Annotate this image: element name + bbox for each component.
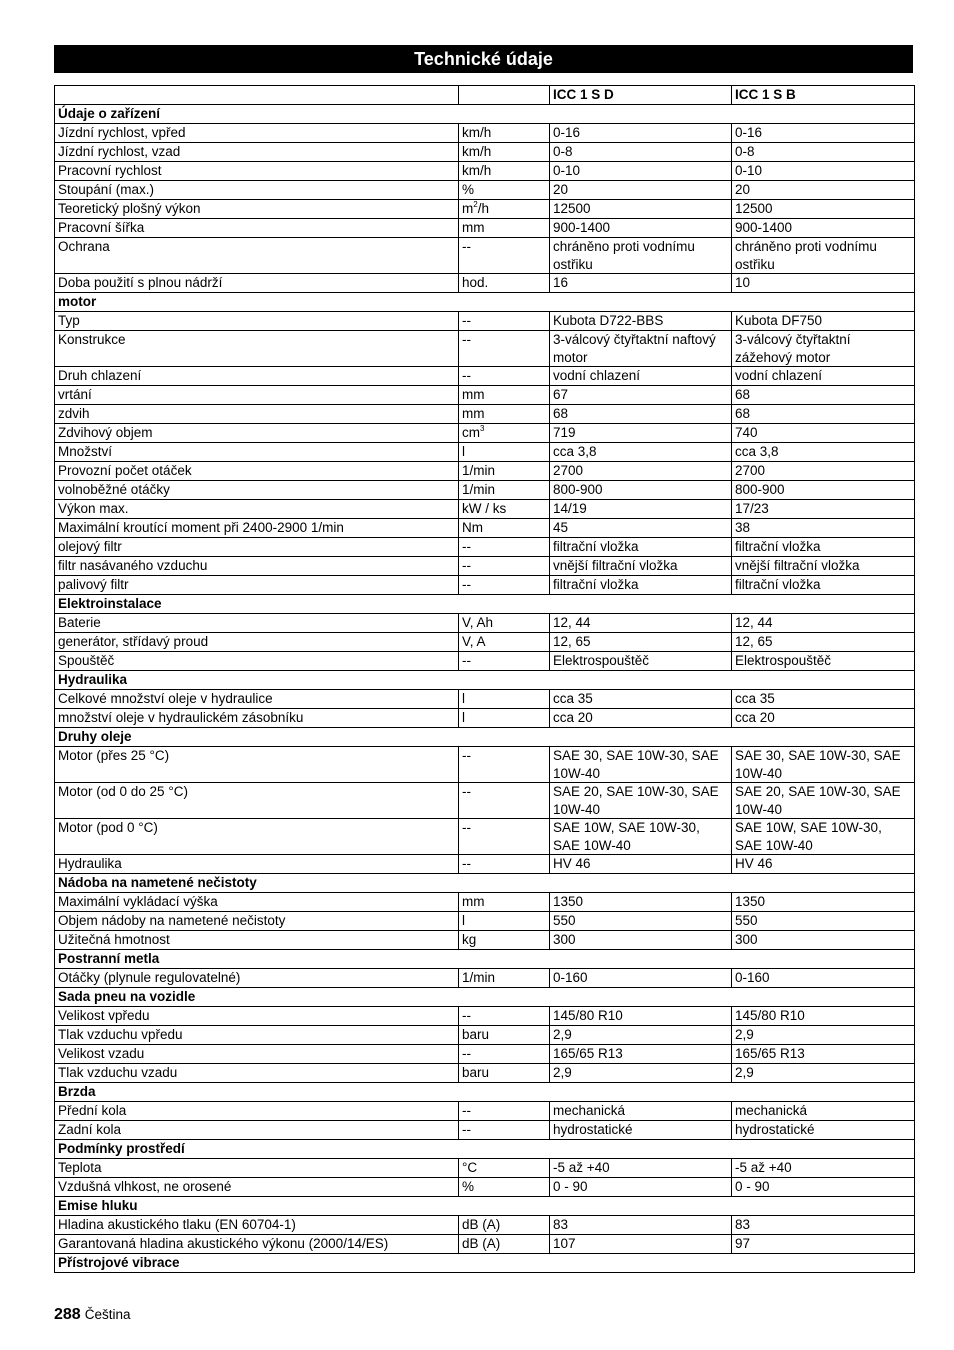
unit-cell: 1/min: [459, 481, 550, 500]
unit-cell: %: [459, 181, 550, 200]
value-cell-model-d: 16: [550, 274, 732, 293]
parameter-cell: vrtání: [55, 386, 459, 405]
value-cell-model-b: mechanická: [732, 1102, 915, 1121]
value-cell-model-b: 2,9: [732, 1064, 915, 1083]
parameter-cell: Zadní kola: [55, 1121, 459, 1140]
value-cell-model-b: Elektrospouštěč: [732, 652, 915, 671]
value-cell-model-d: 67: [550, 386, 732, 405]
value-cell-model-d: -5 až +40: [550, 1159, 732, 1178]
table-row: [55, 386, 915, 405]
parameter-cell: Baterie: [55, 614, 459, 633]
value-cell-model-b: vodní chlazení: [732, 367, 915, 386]
section-row: [55, 1083, 915, 1102]
value-cell-model-b: 10: [732, 274, 915, 293]
table-row: [55, 614, 915, 633]
parameter-cell: Motor (přes 25 °C): [55, 747, 459, 783]
section-heading: Přístrojové vibrace: [55, 1254, 915, 1273]
table-row: [55, 424, 915, 443]
table-row: [55, 819, 915, 855]
unit-cell: --: [459, 238, 550, 274]
table-row: [55, 219, 915, 238]
value-cell-model-b: 12, 44: [732, 614, 915, 633]
parameter-cell: Objem nádoby na nametené nečistoty: [55, 912, 459, 931]
unit-cell: baru: [459, 1026, 550, 1045]
parameter-cell: Tlak vzduchu vzadu: [55, 1064, 459, 1083]
parameter-cell: Pracovní rychlost: [55, 162, 459, 181]
value-cell-model-b: 97: [732, 1235, 915, 1254]
table-body: [55, 86, 915, 1273]
page-footer: [54, 1306, 130, 1324]
unit-cell: --: [459, 331, 550, 367]
value-cell-model-b: 300: [732, 931, 915, 950]
parameter-cell: volnoběžné otáčky: [55, 481, 459, 500]
value-cell-model-b: 2,9: [732, 1026, 915, 1045]
table-row: [55, 709, 915, 728]
value-cell-model-b: 0-8: [732, 143, 915, 162]
value-cell-model-d: 145/80 R10: [550, 1007, 732, 1026]
section-row: [55, 1140, 915, 1159]
value-cell-model-b: chráněno proti vodnímu ostřiku: [732, 238, 915, 274]
section-row: [55, 1197, 915, 1216]
table-row: [55, 143, 915, 162]
parameter-cell: Zdvihový objem: [55, 424, 459, 443]
table-row: [55, 557, 915, 576]
value-cell-model-b: 38: [732, 519, 915, 538]
section-heading: Elektroinstalace: [55, 595, 915, 614]
section-row: [55, 728, 915, 747]
parameter-cell: Provozní počet otáček: [55, 462, 459, 481]
value-cell-model-d: 719: [550, 424, 732, 443]
parameter-cell: Vzdušná vlhkost, ne orosené: [55, 1178, 459, 1197]
parameter-cell: Typ: [55, 312, 459, 331]
value-cell-model-d: 12, 44: [550, 614, 732, 633]
table-row: [55, 500, 915, 519]
unit-cell: V, A: [459, 633, 550, 652]
section-heading: motor: [55, 293, 915, 312]
value-cell-model-d: 2700: [550, 462, 732, 481]
parameter-cell: Výkon max.: [55, 500, 459, 519]
value-cell-model-b: 900-1400: [732, 219, 915, 238]
table-row: [55, 200, 915, 219]
page-number: 288: [54, 1306, 81, 1323]
table-row: [55, 893, 915, 912]
value-cell-model-d: filtrační vložka: [550, 538, 732, 557]
unit-cell: l: [459, 709, 550, 728]
value-cell-model-b: 17/23: [732, 500, 915, 519]
unit-cell: 1/min: [459, 462, 550, 481]
value-cell-model-b: 12500: [732, 200, 915, 219]
section-heading: Postranní metla: [55, 950, 915, 969]
section-heading: Brzda: [55, 1083, 915, 1102]
value-cell-model-b: 0-160: [732, 969, 915, 988]
value-cell-model-d: vnější filtrační vložka: [550, 557, 732, 576]
value-cell-model-b: 165/65 R13: [732, 1045, 915, 1064]
unit-cell: mm: [459, 405, 550, 424]
table-row: [55, 576, 915, 595]
section-row: [55, 874, 915, 893]
value-cell-model-d: SAE 30, SAE 10W-30, SAE 10W-40: [550, 747, 732, 783]
unit-cell: °C: [459, 1159, 550, 1178]
value-cell-model-b: SAE 30, SAE 10W-30, SAE 10W-40: [732, 747, 915, 783]
unit-cell: 1/min: [459, 969, 550, 988]
unit-cell: hod.: [459, 274, 550, 293]
table-row: [55, 969, 915, 988]
value-cell-model-b: Kubota DF750: [732, 312, 915, 331]
value-cell-model-b: 800-900: [732, 481, 915, 500]
value-cell-model-d: SAE 20, SAE 10W-30, SAE 10W-40: [550, 783, 732, 819]
table-row: [55, 1235, 915, 1254]
parameter-cell: Teplota: [55, 1159, 459, 1178]
section-row: [55, 595, 915, 614]
value-cell-model-b: 83: [732, 1216, 915, 1235]
table-row: [55, 1159, 915, 1178]
parameter-cell: Konstrukce: [55, 331, 459, 367]
value-cell-model-d: 2,9: [550, 1064, 732, 1083]
value-cell-model-d: 83: [550, 1216, 732, 1235]
unit-cell: l: [459, 690, 550, 709]
table-row: [55, 274, 915, 293]
table-row: [55, 443, 915, 462]
section-heading: Nádoba na nametené nečistoty: [55, 874, 915, 893]
section-row: [55, 105, 915, 124]
value-cell-model-d: 1350: [550, 893, 732, 912]
unit-cell: baru: [459, 1064, 550, 1083]
value-cell-model-d: 0-8: [550, 143, 732, 162]
value-cell-model-d: 0 - 90: [550, 1178, 732, 1197]
value-cell-model-b: 68: [732, 386, 915, 405]
unit-cell: --: [459, 747, 550, 783]
page-title: Technické údaje: [54, 45, 913, 73]
unit-cell: mm: [459, 219, 550, 238]
parameter-cell: množství oleje v hydraulickém zásobníku: [55, 709, 459, 728]
value-cell-model-b: cca 35: [732, 690, 915, 709]
table-row: [55, 855, 915, 874]
table-row: [55, 124, 915, 143]
section-row: [55, 671, 915, 690]
parameter-cell: Množství: [55, 443, 459, 462]
unit-cell: --: [459, 367, 550, 386]
unit-cell: km/h: [459, 124, 550, 143]
unit-cell: l: [459, 912, 550, 931]
table-row: [55, 538, 915, 557]
unit-cell: mm: [459, 893, 550, 912]
table-row: [55, 912, 915, 931]
value-cell-model-d: 800-900: [550, 481, 732, 500]
value-cell-model-d: 0-10: [550, 162, 732, 181]
parameter-cell: Pracovní šířka: [55, 219, 459, 238]
unit-cell: --: [459, 1007, 550, 1026]
parameter-cell: Velikost vzadu: [55, 1045, 459, 1064]
unit-cell: Nm: [459, 519, 550, 538]
value-cell-model-d: mechanická: [550, 1102, 732, 1121]
value-cell-model-d: 45: [550, 519, 732, 538]
value-cell-model-b: -5 až +40: [732, 1159, 915, 1178]
value-cell-model-b: hydrostatické: [732, 1121, 915, 1140]
section-heading: Emise hluku: [55, 1197, 915, 1216]
value-cell-model-d: 12500: [550, 200, 732, 219]
table-row: [55, 481, 915, 500]
table-row: [55, 690, 915, 709]
parameter-cell: Stoupání (max.): [55, 181, 459, 200]
parameter-cell: Hladina akustického tlaku (EN 60704-1): [55, 1216, 459, 1235]
parameter-cell: Jízdní rychlost, vzad: [55, 143, 459, 162]
header-cell-model-d: ICC 1 S D: [550, 86, 732, 105]
parameter-cell: Ochrana: [55, 238, 459, 274]
unit-cell: %: [459, 1178, 550, 1197]
unit-cell: --: [459, 855, 550, 874]
value-cell-model-b: 12, 65: [732, 633, 915, 652]
value-cell-model-d: 68: [550, 405, 732, 424]
unit-cell: mm: [459, 386, 550, 405]
value-cell-model-b: filtrační vložka: [732, 576, 915, 595]
table-row: [55, 1216, 915, 1235]
parameter-cell: Motor (pod 0 °C): [55, 819, 459, 855]
value-cell-model-b: 0 - 90: [732, 1178, 915, 1197]
parameter-cell: filtr nasávaného vzduchu: [55, 557, 459, 576]
value-cell-model-d: 900-1400: [550, 219, 732, 238]
section-row: [55, 950, 915, 969]
parameter-cell: Velikost vpředu: [55, 1007, 459, 1026]
table-row: [55, 1007, 915, 1026]
unit-cell: l: [459, 443, 550, 462]
table-row: [55, 1178, 915, 1197]
table-row: [55, 162, 915, 181]
value-cell-model-d: vodní chlazení: [550, 367, 732, 386]
value-cell-model-b: 3-válcový čtyřtaktní zážehový motor: [732, 331, 915, 367]
parameter-cell: Motor (od 0 do 25 °C): [55, 783, 459, 819]
value-cell-model-b: 740: [732, 424, 915, 443]
value-cell-model-b: 20: [732, 181, 915, 200]
parameter-cell: Druh chlazení: [55, 367, 459, 386]
value-cell-model-d: 0-16: [550, 124, 732, 143]
section-heading: Údaje o zařízení: [55, 105, 915, 124]
table-row: [55, 312, 915, 331]
unit-cell: V, Ah: [459, 614, 550, 633]
value-cell-model-b: 68: [732, 405, 915, 424]
table-row: [55, 462, 915, 481]
table-row: [55, 367, 915, 386]
parameter-cell: Jízdní rychlost, vpřed: [55, 124, 459, 143]
value-cell-model-d: Elektrospouštěč: [550, 652, 732, 671]
unit-cell: $m^2/h$: [459, 200, 550, 219]
value-cell-model-d: chráněno proti vodnímu ostřiku: [550, 238, 732, 274]
value-cell-model-d: 2,9: [550, 1026, 732, 1045]
unit-cell: --: [459, 1102, 550, 1121]
value-cell-model-b: 2700: [732, 462, 915, 481]
parameter-cell: Celkové množství oleje v hydraulice: [55, 690, 459, 709]
unit-cell: --: [459, 538, 550, 557]
table-row: [55, 238, 915, 274]
section-heading: Druhy oleje: [55, 728, 915, 747]
table-row: [55, 633, 915, 652]
value-cell-model-d: cca 35: [550, 690, 732, 709]
parameter-cell: Maximální kroutící moment při 2400-2900 1/min: [55, 519, 459, 538]
unit-cell: --: [459, 576, 550, 595]
value-cell-model-d: 3-válcový čtyřtaktní naftový motor: [550, 331, 732, 367]
value-cell-model-b: cca 3,8: [732, 443, 915, 462]
section-row: [55, 988, 915, 1007]
table-row: [55, 519, 915, 538]
parameter-cell: Otáčky (plynule regulovatelné): [55, 969, 459, 988]
section-row: [55, 1254, 915, 1273]
value-cell-model-b: cca 20: [732, 709, 915, 728]
unit-cell: --: [459, 1045, 550, 1064]
unit-cell: --: [459, 557, 550, 576]
table-row: [55, 1121, 915, 1140]
parameter-cell: zdvih: [55, 405, 459, 424]
section-heading: Hydraulika: [55, 671, 915, 690]
unit-cell: km/h: [459, 162, 550, 181]
parameter-cell: Užitečná hmotnost: [55, 931, 459, 950]
unit-cell: dB (A): [459, 1235, 550, 1254]
footer-language: Čeština: [84, 1307, 131, 1322]
table-row: [55, 1064, 915, 1083]
table-row: [55, 931, 915, 950]
parameter-cell: Přední kola: [55, 1102, 459, 1121]
value-cell-model-b: 550: [732, 912, 915, 931]
unit-cell: --: [459, 819, 550, 855]
table-row: [55, 1026, 915, 1045]
parameter-cell: Hydraulika: [55, 855, 459, 874]
value-cell-model-d: 107: [550, 1235, 732, 1254]
header-cell: [459, 86, 550, 105]
value-cell-model-b: filtrační vložka: [732, 538, 915, 557]
unit-cell: kW / ks: [459, 500, 550, 519]
table-header-row: [55, 86, 915, 105]
parameter-cell: Doba použití s plnou nádrží: [55, 274, 459, 293]
value-cell-model-d: 300: [550, 931, 732, 950]
table-row: [55, 405, 915, 424]
value-cell-model-b: 145/80 R10: [732, 1007, 915, 1026]
header-cell-model-b: ICC 1 S B: [732, 86, 915, 105]
technical-data-table: [54, 85, 915, 1273]
table-row: [55, 783, 915, 819]
unit-cell: --: [459, 1121, 550, 1140]
value-cell-model-d: Kubota D722-BBS: [550, 312, 732, 331]
parameter-cell: Teoretický plošný výkon: [55, 200, 459, 219]
section-heading: Podmínky prostředí: [55, 1140, 915, 1159]
value-cell-model-b: SAE 10W, SAE 10W-30, SAE 10W-40: [732, 819, 915, 855]
table-row: [55, 652, 915, 671]
value-cell-model-d: cca 20: [550, 709, 732, 728]
unit-cell: kg: [459, 931, 550, 950]
table-row: [55, 1045, 915, 1064]
value-cell-model-d: SAE 10W, SAE 10W-30, SAE 10W-40: [550, 819, 732, 855]
section-heading: Sada pneu na vozidle: [55, 988, 915, 1007]
value-cell-model-b: 0-16: [732, 124, 915, 143]
value-cell-model-b: vnější filtrační vložka: [732, 557, 915, 576]
section-row: [55, 293, 915, 312]
header-cell: [55, 86, 459, 105]
unit-cell: $cm^3$: [459, 424, 550, 443]
unit-cell: --: [459, 652, 550, 671]
parameter-cell: Garantovaná hladina akustického výkonu (2000/14/ES): [55, 1235, 459, 1254]
value-cell-model-b: SAE 20, SAE 10W-30, SAE 10W-40: [732, 783, 915, 819]
table-row: [55, 331, 915, 367]
value-cell-model-d: 550: [550, 912, 732, 931]
unit-cell: km/h: [459, 143, 550, 162]
parameter-cell: palivový filtr: [55, 576, 459, 595]
parameter-cell: Maximální vykládací výška: [55, 893, 459, 912]
table-row: [55, 1102, 915, 1121]
value-cell-model-d: cca 3,8: [550, 443, 732, 462]
parameter-cell: generátor, střídavý proud: [55, 633, 459, 652]
unit-cell: dB (A): [459, 1216, 550, 1235]
table-row: [55, 181, 915, 200]
unit-cell: --: [459, 783, 550, 819]
unit-cell: --: [459, 312, 550, 331]
parameter-cell: Tlak vzduchu vpředu: [55, 1026, 459, 1045]
value-cell-model-d: 165/65 R13: [550, 1045, 732, 1064]
value-cell-model-d: hydrostatické: [550, 1121, 732, 1140]
parameter-cell: olejový filtr: [55, 538, 459, 557]
value-cell-model-b: 1350: [732, 893, 915, 912]
value-cell-model-b: 0-10: [732, 162, 915, 181]
parameter-cell: Spouštěč: [55, 652, 459, 671]
value-cell-model-d: 20: [550, 181, 732, 200]
value-cell-model-d: 0-160: [550, 969, 732, 988]
value-cell-model-d: HV 46: [550, 855, 732, 874]
table-row: [55, 747, 915, 783]
value-cell-model-d: 12, 65: [550, 633, 732, 652]
value-cell-model-b: HV 46: [732, 855, 915, 874]
value-cell-model-d: filtrační vložka: [550, 576, 732, 595]
value-cell-model-d: 14/19: [550, 500, 732, 519]
